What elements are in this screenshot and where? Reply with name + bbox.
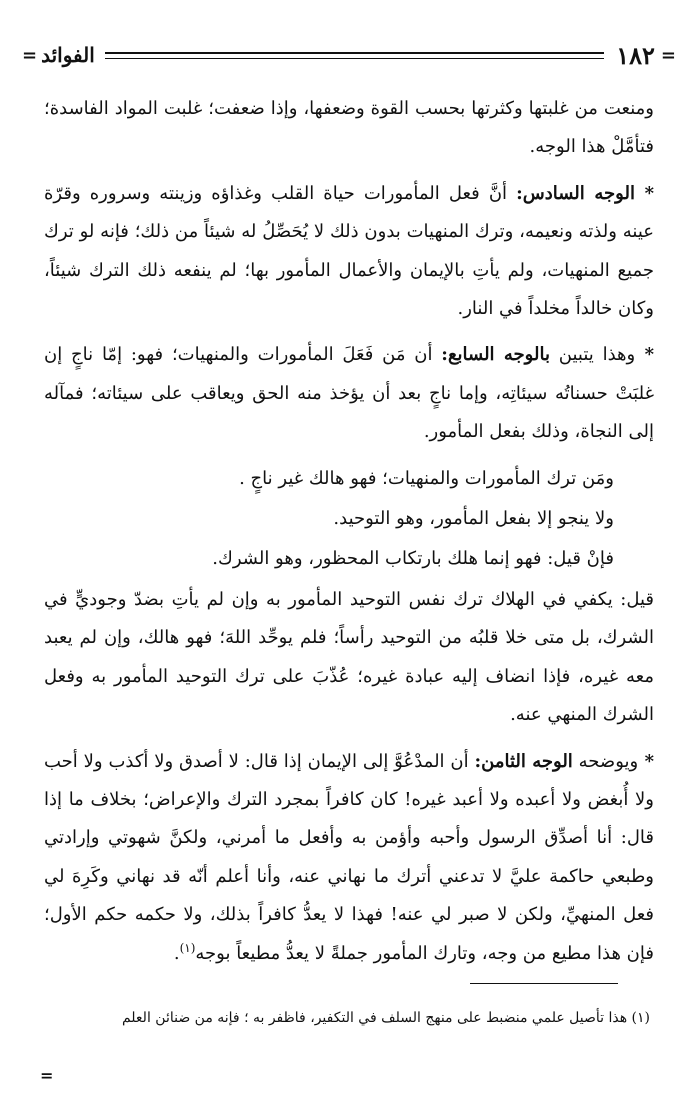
page-body (44, 90, 654, 981)
eighth-aspect-end: . (173, 942, 180, 964)
page-header (22, 38, 676, 72)
seventh-aspect-label: بالوجه السابع: (441, 344, 550, 366)
page-number: ١٨٢ (616, 40, 655, 70)
paragraph-6: فإنْ قيل: فهو إنما هلك بارتكاب المحظور، وهو الشرك. (212, 548, 614, 570)
star-bullet: * (634, 182, 654, 204)
footnote-separator (470, 983, 618, 984)
eighth-aspect-label: الوجه الثامن: (474, 750, 573, 772)
book-title: الفوائد (41, 43, 95, 67)
paragraph-4: ومَن ترك المأمورات والمنهيات؛ فهو هالك غير ناجٍ . (239, 467, 614, 489)
eighth-aspect-text: أن المدْعُوَّ إلى الإيمان إذا قال: لا أصدق ولا أكذب ولا أحب ولا أُبغض ولا أعبده ولا أعبد غيره! كان كافراً بمجرد الترك والإعراض؛ بخلاف ما إذا قال: أنا أصدِّق الرسول وأحبه وأؤمن به وأفعل ما أمرني، ولكنَّ شهوتي وإرادتي وطبعي حاكمة عليَّ لا تدعني أترك ما نهاني عنه، وأنا أعلم أنّه قد نهاني وكَرِهَ لي فعل المنهيِّ، ولكن لا صبر لي عنه! فهذا لا يعدُّ كافراً بذلك، ولا حكمه حكم الأول؛ فإن هذا مطيع من وجه، وتارك المأمور جملةً لا يعدُّ مطيعاً بوجه (44, 750, 654, 964)
paragraph-1: ومنعت من غلبتها وكثرتها بحسب القوة وضعفها، وإذا ضعفت؛ غلبت المواد الفاسدة؛ فتأمَّلْ هذا الوجه. (44, 98, 655, 158)
footnote-reference[interactable]: (١) (179, 940, 196, 955)
star-bullet: * (635, 344, 654, 366)
sixth-aspect-text: أنَّ فعل المأمورات حياة القلب وغذاؤه وزينته وسروره وقرّة عينه ولذته ونعيمه، وترك المنهيات بدون ذلك لا يُحَصِّلُ له شيئاً من ذلك؛ فإنه لو ترك جميع المنهيات، ولم يأتِ بالإيمان والأعمال المأمور بها؛ لم ينفعه ذلك الترك شيئاً، وكان خالداً مخلداً في النار. (44, 182, 654, 320)
sixth-aspect-label: الوجه السادس: (516, 182, 635, 204)
eighth-aspect-pre: ويوضحه (572, 750, 639, 772)
page-end-mark: = (40, 1066, 54, 1085)
seventh-aspect-text: أن مَن فَعَلَ المأمورات والمنهيات؛ فهو: إمّا ناجٍ إن غلبَتْ حسناتُه سيئاتِه، وإما ناجٍ بعد أن يؤخذ منه الحق ويعاقب على سيئاته؛ فمآله إلى النجاة، وذلك بفعل المأمور. (44, 344, 654, 443)
header-rule (105, 52, 604, 59)
paragraph-5: ولا ينجو إلا بفعل المأمور، وهو التوحيد. (333, 508, 614, 530)
seventh-aspect-pre: وهذا يتبين (549, 344, 636, 366)
paragraph-eighth-aspect (44, 743, 654, 973)
paragraph-7: قيل: يكفي في الهلاك ترك نفس التوحيد المأمور به وإن لم يأتِ بضدّ وجوديٍّ في الشرك، بل متى خلا قلبُه من التوحيد رأساً؛ فلم يوحِّد اللهَ؛ فهو هالك، وإن لم يعبد معه غيره، فإذا انضاف إليه عبادة غيره؛ عُذّبَ على ترك التوحيد المأمور به وفعل الشرك المنهي عنه. (44, 588, 654, 726)
star-bullet: * (638, 750, 655, 772)
header-left-dash: = (22, 44, 38, 66)
header-right-dash: = (660, 44, 676, 66)
paragraph-seventh-aspect (44, 336, 654, 451)
footnote: (١) هذا تأصيل علمي منضبط على منهج السلف في التكفير، فاظفر به ؛ فإنه من ضنائن العلم (121, 1010, 650, 1026)
paragraph-sixth-aspect (44, 175, 654, 329)
